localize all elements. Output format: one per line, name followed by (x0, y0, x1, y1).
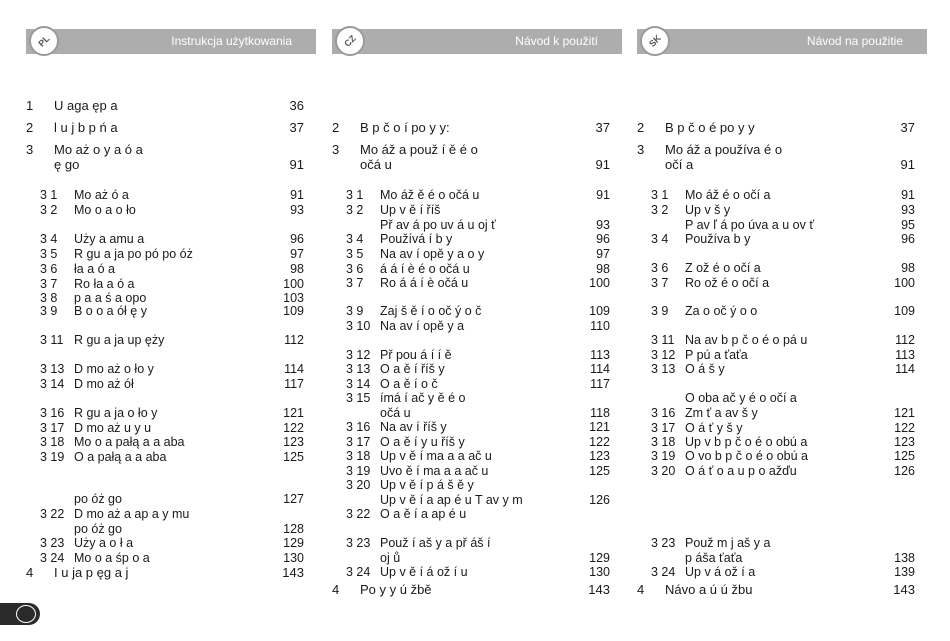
toc-title: Na av í říš y (380, 420, 447, 434)
toc-number: 3 5 (40, 247, 58, 261)
toc-number: 3 1 (40, 188, 58, 202)
toc-title: ímá í ač y ě é o (380, 391, 466, 405)
toc-number: 3 7 (40, 277, 58, 291)
toc-number: 3 2 (346, 203, 364, 217)
toc-page: 110 (590, 319, 610, 333)
toc-number: 3 23 (651, 536, 676, 550)
toc-number: 3 14 (40, 377, 65, 391)
toc-title: Ro ła a ó a (74, 277, 135, 291)
toc-title: Up v š y (685, 203, 731, 217)
toc-number: 4 (26, 565, 34, 580)
toc-page: 123 (283, 435, 304, 449)
toc-number: 3 6 (40, 262, 58, 276)
toc-number: 2 (332, 120, 340, 135)
toc-page: 126 (894, 464, 915, 478)
toc-number: 3 4 (346, 232, 364, 246)
toc-page: 96 (596, 232, 610, 246)
toc-page: 109 (589, 304, 610, 318)
language-badge: CZ (335, 26, 365, 56)
toc-title: Mo aż o y a ó a (54, 142, 143, 157)
toc-number: 3 18 (651, 435, 676, 449)
toc-title: Zm ť a av š y (685, 406, 758, 420)
toc-title: Mo o a pałą a a aba (74, 435, 185, 449)
toc-number: 2 (637, 120, 645, 135)
toc-title: D mo aż ół (74, 377, 134, 391)
toc-title: l u j b p ń a (54, 120, 118, 135)
toc-page: 118 (590, 406, 610, 420)
toc-page: 117 (590, 377, 610, 391)
toc-page: 125 (283, 450, 304, 464)
toc-page: 130 (283, 551, 304, 565)
toc-title: Za o oč ý o o (685, 304, 758, 318)
toc-page: 112 (895, 333, 915, 347)
toc-title: Z ož é o očí a (685, 261, 761, 275)
toc-title: Na av í opě y a (380, 319, 465, 333)
language-badge: SK (640, 26, 670, 56)
toc-title: B p č o é po y y (665, 120, 755, 135)
toc-number: 3 (332, 142, 340, 157)
toc-page: 36 (289, 98, 304, 113)
toc-number: 3 16 (40, 406, 65, 420)
toc-number: 3 17 (346, 435, 371, 449)
toc-page: 129 (589, 551, 610, 565)
toc-title-continued: očá u (360, 157, 392, 172)
toc-page: 128 (283, 522, 304, 536)
toc-number: 3 16 (346, 420, 371, 434)
toc-title: B o o a ół ę y (74, 304, 147, 318)
column-pl (26, 0, 316, 641)
toc-number: 3 23 (346, 536, 371, 550)
toc-page: 126 (589, 493, 610, 507)
toc-page: 91 (595, 157, 610, 172)
toc-title: O vo b p č o é o obú a (685, 449, 808, 463)
toc-number: 3 2 (651, 203, 669, 217)
toc-title: Návo a ú ú žbu (665, 582, 753, 597)
toc-page: 117 (284, 377, 304, 391)
toc-page: 143 (588, 582, 610, 597)
toc-page: 143 (893, 582, 915, 597)
toc-number: 3 24 (651, 565, 676, 579)
toc-number: 3 24 (346, 565, 371, 579)
toc-page: 113 (590, 348, 610, 362)
toc-title: D mo aż u y u (74, 421, 152, 435)
toc-title: D mo aż a ap a y mu (74, 507, 190, 521)
toc-title: O oba ač y é o očí a (685, 391, 797, 405)
toc-title: D mo aż o ło y (74, 362, 154, 376)
toc-page: 123 (589, 449, 610, 463)
header-title: Instrukcja użytkowania (171, 34, 292, 48)
toc-number: 3 9 (651, 304, 669, 318)
toc-page: 114 (284, 362, 304, 376)
toc-number: 3 5 (346, 247, 364, 261)
toc-number: 3 24 (40, 551, 65, 565)
toc-number: 3 6 (346, 262, 364, 276)
toc-title: Mo aż ó a (74, 188, 129, 202)
toc-title-continued: očí a (665, 157, 694, 172)
toc-number: 3 6 (651, 261, 669, 275)
toc-number: 3 9 (40, 304, 58, 318)
toc-title: Uży a amu a (74, 232, 145, 246)
toc-title-continued: očá u (380, 406, 411, 420)
toc-page: 95 (901, 218, 915, 232)
toc-number: 3 7 (651, 276, 669, 290)
toc-title: O á š y (685, 362, 725, 376)
toc-title: Uży a o ł a (74, 536, 134, 550)
toc-page: 127 (283, 492, 304, 506)
toc-page: 125 (589, 464, 610, 478)
toc-page: 37 (595, 120, 610, 135)
toc-page: 96 (901, 232, 915, 246)
toc-number: 3 17 (651, 421, 676, 435)
toc-title: R gu a ja o ło y (74, 406, 158, 420)
toc-number: 3 19 (651, 449, 676, 463)
toc-page: 97 (596, 247, 610, 261)
toc-title: O á ť o a u p o ažďu (685, 464, 797, 478)
toc-page: 100 (283, 277, 304, 291)
toc-title: Up v á ož í a (685, 565, 756, 579)
toc-page: 139 (894, 565, 915, 579)
toc-title: Up v b p č o é o obú a (685, 435, 808, 449)
toc-page: 121 (589, 420, 610, 434)
toc-page: 109 (283, 304, 304, 318)
toc-page: 37 (900, 120, 915, 135)
toc-number: 3 2 (40, 203, 58, 217)
toc-page: 91 (901, 188, 915, 202)
header-bar (637, 29, 927, 54)
toc-number: 3 7 (346, 276, 364, 290)
toc-number: 3 18 (346, 449, 371, 463)
toc-page: 112 (284, 333, 304, 347)
toc-number: 3 15 (346, 391, 371, 405)
toc-title: Po y y ú žbě (360, 582, 432, 597)
toc-number: 3 19 (40, 450, 65, 464)
toc-page: 123 (894, 435, 915, 449)
toc-title: Na av b p č o é o pá u (685, 333, 808, 347)
toc-number: 4 (332, 582, 340, 597)
toc-title-continued: Up v ě í a ap é u T av y m (380, 493, 523, 507)
toc-page: 103 (283, 291, 304, 305)
toc-number: 2 (26, 120, 34, 135)
toc-page: 93 (596, 218, 610, 232)
toc-number: 3 12 (651, 348, 676, 362)
toc-number: 3 9 (346, 304, 364, 318)
toc-title: Použ í aš y a př áš í (380, 536, 491, 550)
toc-title: po óż go (74, 492, 122, 506)
toc-title: R gu a ja up ęży (74, 333, 165, 347)
header-title: Návod na použitie (806, 34, 903, 48)
toc-number: 3 22 (346, 507, 371, 521)
toc-page: 98 (290, 262, 304, 276)
toc-page: 93 (901, 203, 915, 217)
column-cz (332, 0, 622, 641)
toc-title: P pú a ťaťa (685, 348, 748, 362)
toc-title: I u ja p ęg a j (54, 565, 129, 580)
toc-title: Up v ě í říš (380, 203, 441, 217)
toc-page: 91 (596, 188, 610, 202)
toc-number: 1 (26, 98, 34, 113)
toc-number: 3 18 (40, 435, 65, 449)
toc-title: R gu a ja po pó po óż (74, 247, 193, 261)
toc-title: Uvo ě í ma a a ač u (380, 464, 489, 478)
toc-page: 98 (901, 261, 915, 275)
toc-number: 3 (637, 142, 645, 157)
toc-page: 100 (589, 276, 610, 290)
toc-title: O a ě í a ap é u (380, 507, 467, 521)
toc-title: Up v ě í á ož í u (380, 565, 468, 579)
toc-title: O á ť y š y (685, 421, 743, 435)
toc-title: O a pałą a a aba (74, 450, 167, 464)
toc-page: 91 (289, 157, 304, 172)
toc-title: B p č o í po y y: (360, 120, 450, 135)
page-tab-marker (0, 603, 40, 625)
toc-number: 3 23 (40, 536, 65, 550)
toc-page: 121 (283, 406, 304, 420)
toc-number: 3 1 (346, 188, 364, 202)
toc-page: 100 (894, 276, 915, 290)
header-bar (332, 29, 622, 54)
toc-number: 3 1 (651, 188, 669, 202)
toc-title: ła a ó a (74, 262, 116, 276)
toc-page: 109 (894, 304, 915, 318)
toc-title-continued: Př av á po uv á u oj ť (380, 218, 496, 232)
toc-title-continued: oj ů (380, 551, 401, 565)
toc-title-continued: ę go (54, 157, 80, 172)
toc-title: Mo o a śp o a (74, 551, 150, 565)
toc-title: Na av í opě y a o y (380, 247, 485, 261)
toc-number: 3 17 (40, 421, 65, 435)
toc-page: 96 (290, 232, 304, 246)
toc-title: Mo áž a používa é o (665, 142, 783, 157)
toc-number: 3 14 (346, 377, 371, 391)
toc-page: 130 (589, 565, 610, 579)
toc-title: Mo áž a použ í ě é o (360, 142, 478, 157)
toc-number: 3 20 (651, 464, 676, 478)
toc-number: 3 22 (40, 507, 65, 521)
toc-page: 114 (895, 362, 915, 376)
toc-number: 3 12 (346, 348, 371, 362)
toc-title-continued: P av ľ á po úva a u ov ť (685, 218, 815, 232)
toc-title: á á í è é o očá u (380, 262, 470, 276)
toc-number: 3 13 (651, 362, 676, 376)
toc-number: 3 10 (346, 319, 371, 333)
toc-title: Ro á á í è očá u (380, 276, 469, 290)
toc-title: Ro ož é o očí a (685, 276, 770, 290)
toc-page: 129 (283, 536, 304, 550)
toc-title: Mo áž é o očí a (685, 188, 771, 202)
toc-page: 125 (894, 449, 915, 463)
toc-title: O a ě í o č (380, 377, 438, 391)
toc-title: O a ě í říš y (380, 362, 445, 376)
toc-title: Př pou á í í ě (380, 348, 452, 362)
toc-number: 3 11 (651, 333, 675, 347)
toc-page: 97 (290, 247, 304, 261)
toc-page: 91 (900, 157, 915, 172)
toc-title: Mo o a o ło (74, 203, 136, 217)
toc-title: Up v ě í p á š ě y (380, 478, 474, 492)
toc-title: p a a ś a opo (74, 291, 147, 305)
column-sk (637, 0, 927, 641)
toc-number: 3 13 (346, 362, 371, 376)
toc-page: 113 (895, 348, 915, 362)
toc-number: 3 16 (651, 406, 676, 420)
toc-number: 3 8 (40, 291, 58, 305)
toc-page: 91 (290, 188, 304, 202)
toc-page: 37 (289, 120, 304, 135)
toc-number: 3 13 (40, 362, 65, 376)
toc-page: 122 (894, 421, 915, 435)
toc-page: 98 (596, 262, 610, 276)
toc-title: Up v ě í ma a a ač u (380, 449, 492, 463)
toc-page: 143 (282, 565, 304, 580)
toc-page: 122 (589, 435, 610, 449)
toc-title: Zaj š ě í o oč ý o č (380, 304, 482, 318)
toc-title-continued: p áša ťaťa (685, 551, 743, 565)
toc-title-continued: po óż go (74, 522, 122, 536)
toc-page: 121 (894, 406, 915, 420)
toc-page: 122 (283, 421, 304, 435)
toc-page: 93 (290, 203, 304, 217)
toc-number: 3 4 (40, 232, 58, 246)
toc-title: Mo áž ě é o očá u (380, 188, 480, 202)
toc-number: 4 (637, 582, 645, 597)
toc-number: 3 20 (346, 478, 371, 492)
toc-title: Použ m j aš y a (685, 536, 771, 550)
toc-number: 3 11 (40, 333, 64, 347)
header-title: Návod k použití (515, 34, 598, 48)
toc-page: 138 (894, 551, 915, 565)
toc-title: U aga ęp a (54, 98, 118, 113)
language-badge: PL (29, 26, 59, 56)
toc-title: Používá í b y (380, 232, 453, 246)
toc-title: O a ě í y u říš y (380, 435, 465, 449)
toc-title: Používa b y (685, 232, 751, 246)
toc-number: 3 (26, 142, 34, 157)
header-bar (26, 29, 316, 54)
toc-number: 3 19 (346, 464, 371, 478)
toc-number: 3 4 (651, 232, 669, 246)
toc-page: 114 (590, 362, 610, 376)
